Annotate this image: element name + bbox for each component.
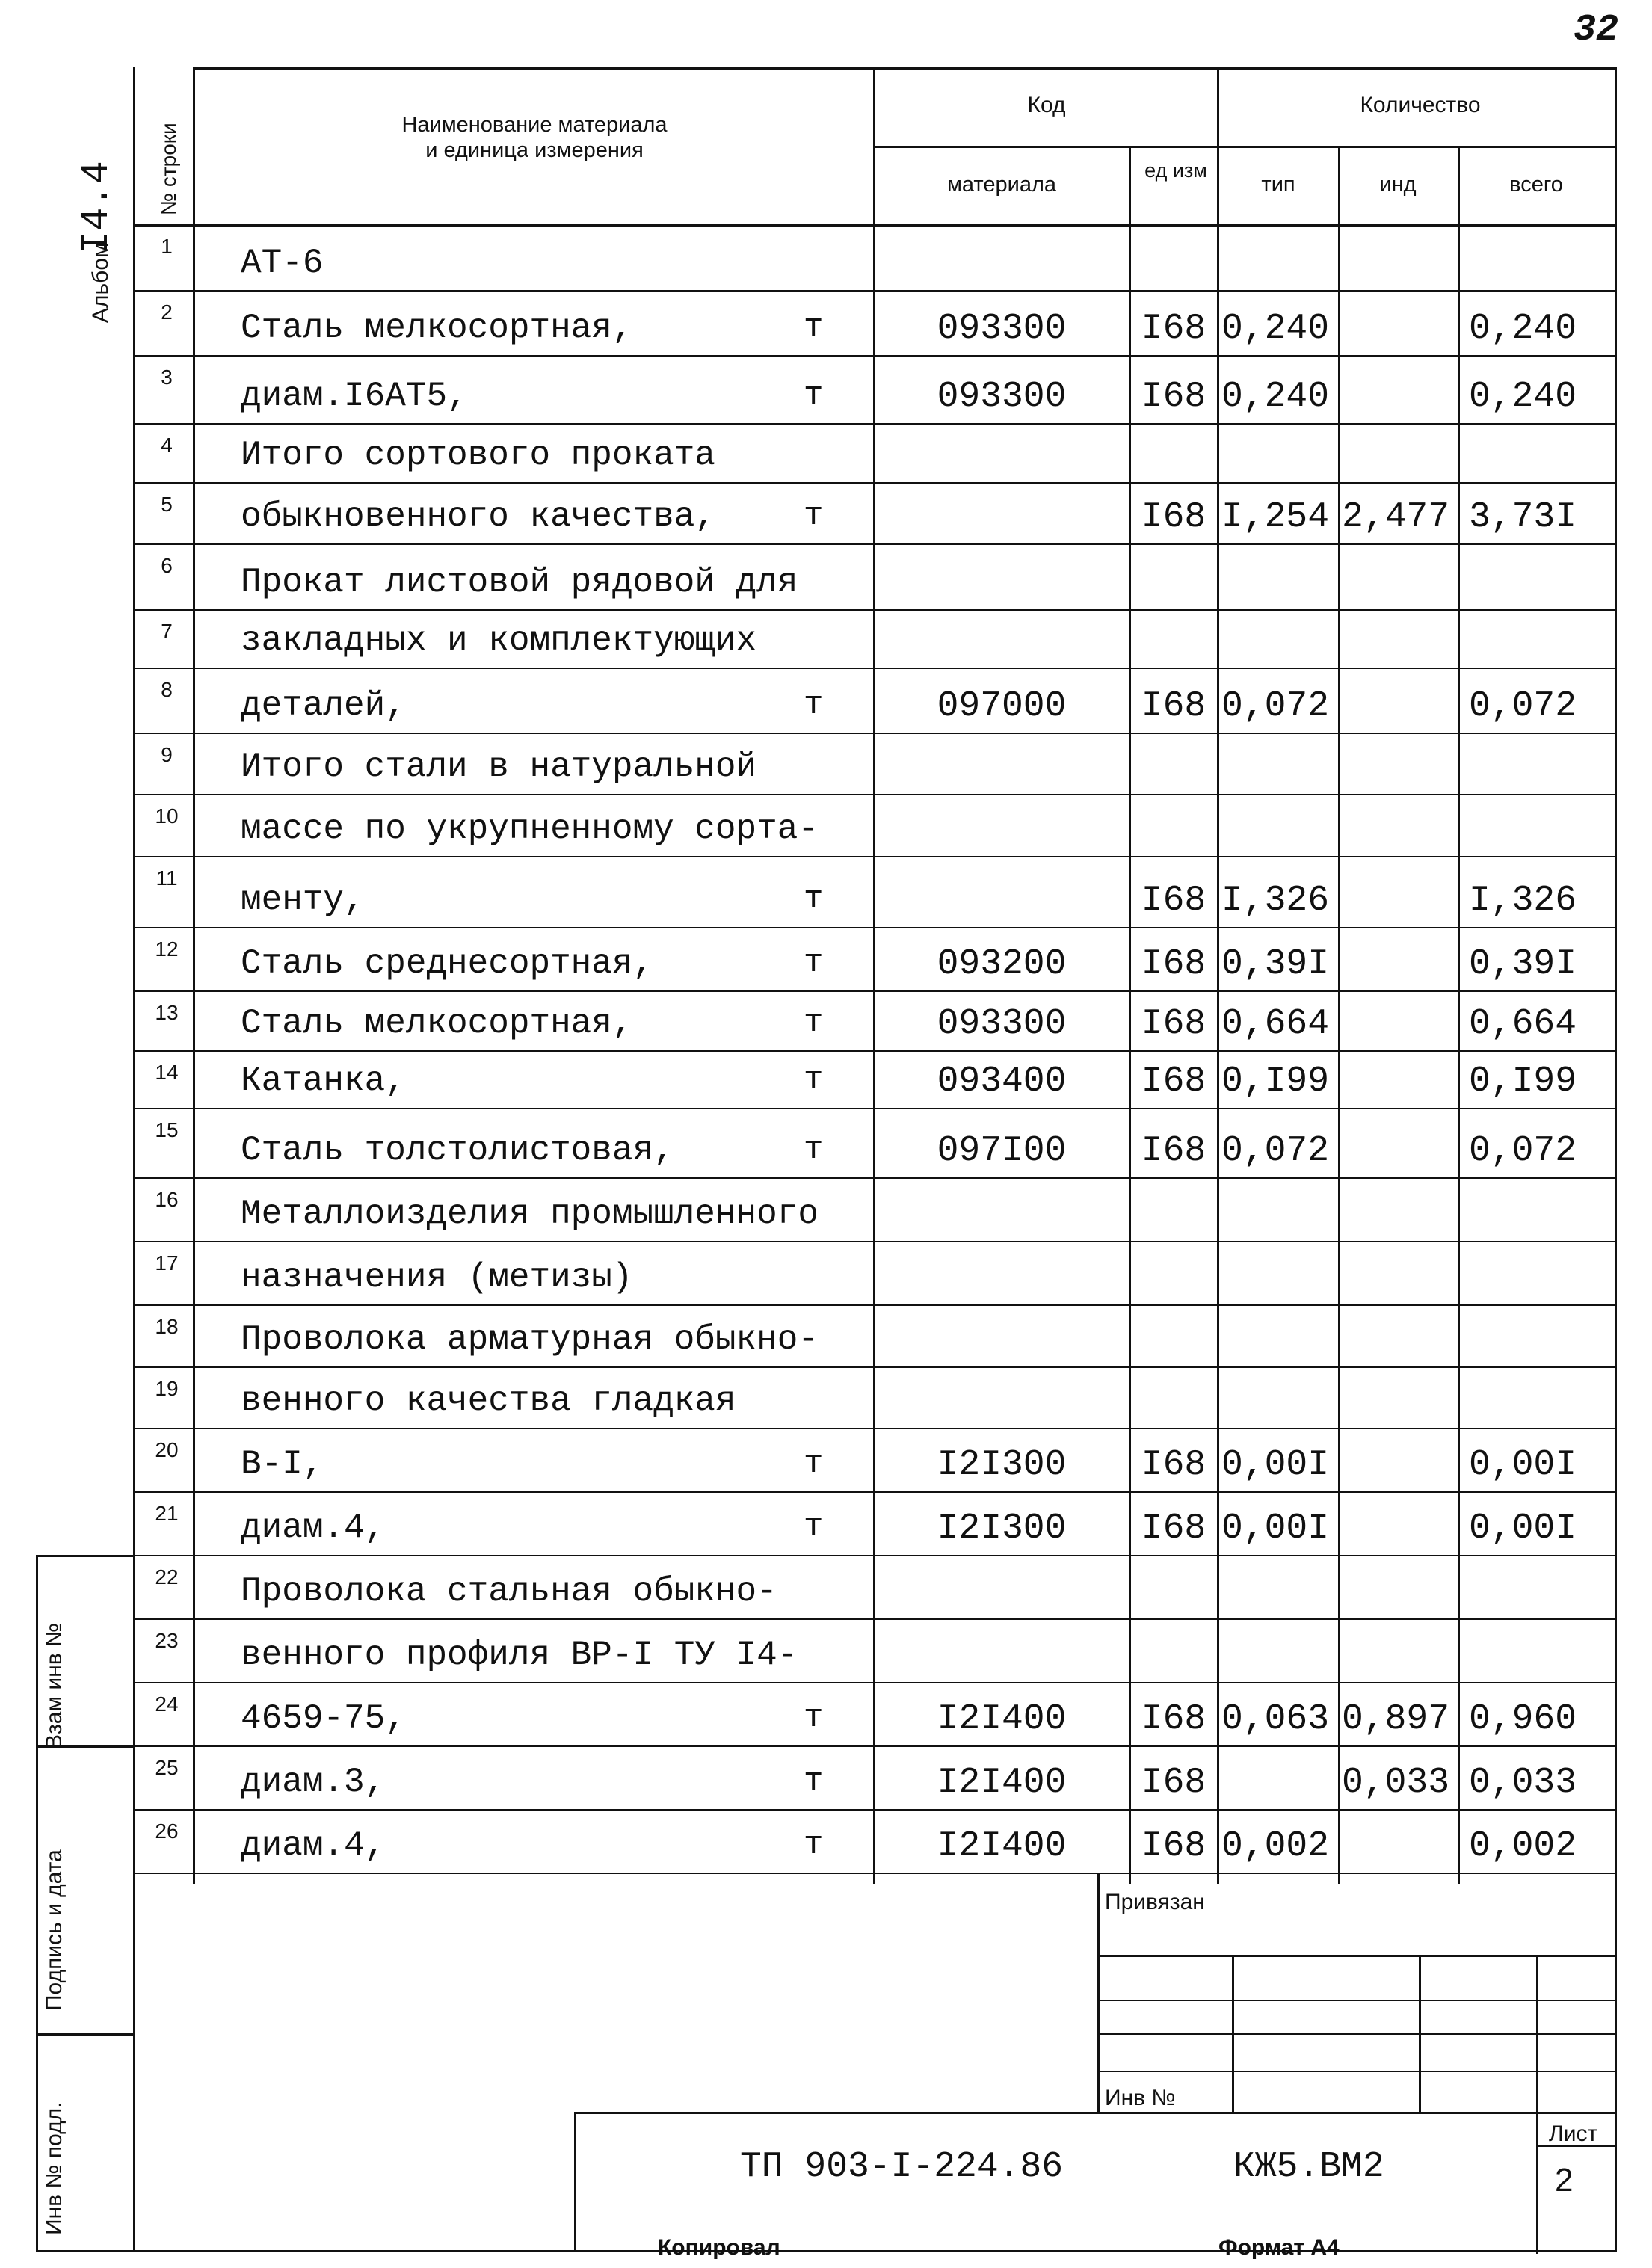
row-unit-code: I68 [1141, 1763, 1206, 1803]
row-line [133, 1618, 1617, 1620]
row-number: 18 [155, 1315, 179, 1338]
row-unit: т [804, 686, 824, 724]
row-unit-code: I68 [1141, 881, 1206, 921]
row-line [133, 733, 1617, 734]
row-name: обыкновенного качества, [241, 497, 715, 536]
row-unit: т [804, 377, 824, 414]
row-unit: т [804, 1445, 824, 1482]
row-unit: т [804, 881, 824, 918]
row-line [133, 1491, 1617, 1493]
row-name: деталей, [241, 686, 406, 725]
row-line [133, 856, 1617, 857]
side-label-vzam: Взам инв № [42, 1622, 67, 1749]
stamp-vline-2 [1419, 1955, 1421, 2112]
row-line [133, 1428, 1617, 1429]
row-unit: т [804, 1699, 824, 1737]
row-number: 22 [155, 1565, 179, 1588]
row-number: 12 [155, 937, 179, 961]
footer-copied: Копировал [658, 2235, 780, 2260]
row-code: 097000 [937, 686, 1067, 727]
row-unit: т [804, 1763, 824, 1800]
row-qty-total: 0,072 [1469, 686, 1577, 727]
row-number: 19 [155, 1377, 179, 1400]
row-qty-type: 0,240 [1221, 377, 1330, 417]
row-line [133, 1809, 1617, 1811]
row-unit-code: I68 [1141, 944, 1206, 984]
row-name: Прокат листовой рядовой для [241, 563, 798, 602]
stamp-line-1 [1097, 1955, 1617, 1957]
header-bottom [133, 224, 1617, 227]
frame-top [193, 67, 1617, 70]
stamp-vline-3 [1536, 1955, 1538, 2254]
stamp-attached: Привязан [1105, 1890, 1205, 1914]
stamp-doc-code: ТП 903-I-224.86 [740, 2147, 1064, 2187]
row-qty-total: 0,072 [1469, 1131, 1577, 1171]
row-line [133, 1873, 1617, 1874]
row-number: 24 [155, 1692, 179, 1716]
row-qty-type: 0,00I [1221, 1445, 1330, 1485]
row-unit-code: I68 [1141, 1061, 1206, 1102]
row-number: 14 [155, 1061, 179, 1084]
side-label-inv: Инв № подл. [42, 2101, 67, 2235]
row-unit: т [804, 1061, 824, 1099]
row-line [133, 1745, 1617, 1747]
header-q-ind: инд [1379, 173, 1417, 197]
row-name: диам.4, [241, 1826, 386, 1865]
row-qty-type: 0,063 [1221, 1699, 1330, 1739]
row-qty-total: 0,I99 [1469, 1061, 1577, 1102]
row-unit-code: I68 [1141, 1509, 1206, 1549]
row-number: 2 [161, 301, 173, 324]
row-line [133, 927, 1617, 928]
row-qty-total: 0,240 [1469, 377, 1577, 417]
row-number: 3 [161, 366, 173, 389]
row-qty-total: 3,73I [1469, 497, 1577, 537]
row-code: 093200 [937, 944, 1067, 984]
row-qty-ind: 0,033 [1342, 1763, 1450, 1803]
header-code-unit: ед изм [1144, 159, 1207, 182]
row-line [133, 1241, 1617, 1242]
strip-2 [36, 2033, 133, 2036]
row-name: менту, [241, 881, 365, 919]
row-unit: т [804, 1004, 824, 1041]
row-line [133, 355, 1617, 357]
row-number: 16 [155, 1188, 179, 1211]
row-name: массе по укрупненному сорта- [241, 810, 819, 848]
row-number: 1 [161, 235, 173, 258]
row-code: 097I00 [937, 1131, 1067, 1171]
row-name: Сталь толстолистовая, [241, 1131, 674, 1170]
row-name: диам.I6АТ5, [241, 377, 468, 416]
row-name: Металлоизделия промышленного [241, 1195, 819, 1233]
row-qty-total: I,326 [1469, 881, 1577, 921]
stamp-sheet-label: Лист [1549, 2121, 1598, 2146]
row-qty-total: 0,033 [1469, 1763, 1577, 1803]
row-number: 11 [155, 866, 178, 890]
row-code: 093400 [937, 1061, 1067, 1102]
row-code: I2I300 [937, 1509, 1067, 1549]
row-qty-total: 0,960 [1469, 1699, 1577, 1739]
row-number: 5 [161, 493, 173, 516]
row-name: Сталь мелкосортная, [241, 309, 633, 348]
row-code: I2I400 [937, 1826, 1067, 1867]
row-qty-total: 0,00I [1469, 1445, 1577, 1485]
col-ind-right [1458, 146, 1460, 1884]
side-label-sign: Подпись и дата [42, 1849, 67, 2011]
row-line [133, 1555, 1617, 1556]
row-number: 7 [161, 620, 173, 643]
row-unit: т [804, 1131, 824, 1168]
stamp-vline-1 [1232, 1955, 1234, 2112]
row-unit-code: I68 [1141, 1699, 1206, 1739]
row-number: 4 [161, 434, 173, 457]
row-qty-total: 0,664 [1469, 1004, 1577, 1044]
col-num-right [193, 67, 195, 1884]
row-code: 093300 [937, 1004, 1067, 1044]
album-number: I4.4 [75, 161, 119, 254]
row-name: Сталь мелкосортная, [241, 1004, 633, 1043]
row-code: I2I400 [937, 1763, 1067, 1803]
stamp-inv-no: Инв № [1105, 2086, 1176, 2110]
row-qty-type: 0,39I [1221, 944, 1330, 984]
frame-bottom [133, 2250, 1617, 2252]
row-number: 6 [161, 554, 173, 577]
row-qty-type: 0,002 [1221, 1826, 1330, 1867]
header-sub-line [873, 146, 1617, 148]
row-qty-total: 0,002 [1469, 1826, 1577, 1867]
header-q-type: тип [1261, 173, 1295, 197]
row-unit-code: I68 [1141, 1004, 1206, 1044]
row-number: 25 [155, 1756, 179, 1779]
row-unit-code: I68 [1141, 377, 1206, 417]
row-number: 8 [161, 678, 173, 701]
row-unit: т [804, 1826, 824, 1864]
row-line [133, 1304, 1617, 1306]
header-row-no: № строки [157, 123, 180, 215]
frame-right [1615, 67, 1617, 2250]
row-name: Проволока арматурная обыкно- [241, 1320, 819, 1359]
row-code: I2I300 [937, 1445, 1067, 1485]
row-code: 093300 [937, 377, 1067, 417]
row-number: 9 [161, 743, 173, 766]
stamp-left [1097, 1873, 1100, 2112]
header-q-total: всего [1509, 173, 1563, 197]
stamp-line-4 [1097, 2071, 1617, 2072]
row-number: 20 [155, 1438, 179, 1461]
row-qty-type: I,254 [1221, 497, 1330, 537]
row-name: Итого сортового проката [241, 436, 715, 475]
row-line [133, 543, 1617, 545]
row-unit-code: I68 [1141, 309, 1206, 349]
row-name: диам.4, [241, 1509, 386, 1547]
row-unit: т [804, 944, 824, 982]
footer-format: Формат А4 [1218, 2235, 1340, 2260]
row-line [133, 1177, 1617, 1179]
row-qty-total: 0,39I [1469, 944, 1577, 984]
row-line [133, 482, 1617, 484]
strip-top [36, 1555, 133, 1557]
row-line [133, 609, 1617, 611]
row-line [133, 423, 1617, 425]
row-qty-type: I,326 [1221, 881, 1330, 921]
row-qty-ind: 2,477 [1342, 497, 1450, 537]
row-qty-type: 0,664 [1221, 1004, 1330, 1044]
row-name: венного качества гладкая [241, 1381, 736, 1420]
row-name: Проволока стальная обыкно- [241, 1572, 777, 1611]
stamp-title-left [574, 2112, 576, 2250]
row-unit: т [804, 309, 824, 346]
header-code-material: материала [946, 173, 1057, 197]
stamp-line-2 [1097, 2000, 1617, 2001]
row-qty-type: 0,240 [1221, 309, 1330, 349]
row-name: АТ-6 [241, 244, 324, 283]
header-code: Код [1027, 93, 1066, 117]
row-name: венного профиля ВР-I ТУ I4- [241, 1636, 798, 1674]
row-line [133, 990, 1617, 992]
row-line [133, 668, 1617, 669]
strip-bottom [36, 2250, 133, 2252]
row-line [133, 794, 1617, 795]
row-line [133, 1682, 1617, 1683]
stamp-title-top [574, 2112, 1617, 2114]
row-name: диам.3, [241, 1763, 386, 1802]
album-label: Альбом [88, 242, 113, 323]
row-qty-type: 0,072 [1221, 1131, 1330, 1171]
row-number: 15 [155, 1118, 179, 1141]
row-line [133, 1108, 1617, 1109]
row-name: Сталь среднесортная, [241, 944, 654, 983]
header-name: Наименование материала и единица измерения [401, 113, 668, 162]
page-number: 32 [1574, 9, 1619, 52]
row-number: 10 [155, 804, 179, 828]
row-unit-code: I68 [1141, 1131, 1206, 1171]
row-unit: т [804, 1509, 824, 1546]
row-name: 4659-75, [241, 1699, 406, 1738]
row-name: В-I, [241, 1445, 324, 1484]
row-code: 093300 [937, 309, 1067, 349]
row-line [133, 1050, 1617, 1052]
row-qty-ind: 0,897 [1342, 1699, 1450, 1739]
row-name: Катанка, [241, 1061, 406, 1100]
row-number: 13 [155, 1001, 179, 1024]
row-code: I2I400 [937, 1699, 1067, 1739]
row-qty-type: 0,I99 [1221, 1061, 1330, 1102]
col-code-right [1217, 67, 1219, 1884]
row-qty-type: 0,00I [1221, 1509, 1330, 1549]
stamp-sheet-no: 2 [1555, 2162, 1574, 2198]
row-number: 23 [155, 1629, 179, 1652]
row-unit-code: I68 [1141, 497, 1206, 537]
row-name: закладных и комплектующих [241, 621, 757, 660]
stamp-doc-mark: КЖ5.ВМ2 [1233, 2147, 1384, 2187]
row-unit-code: I68 [1141, 1445, 1206, 1485]
row-name: назначения (метизы) [241, 1258, 633, 1297]
row-line [133, 1366, 1617, 1368]
strip-left [36, 1555, 38, 2250]
header-quantity: Количество [1360, 93, 1481, 117]
stamp-line-3 [1097, 2033, 1617, 2035]
row-number: 26 [155, 1819, 179, 1843]
row-qty-total: 0,240 [1469, 309, 1577, 349]
row-unit-code: I68 [1141, 1826, 1206, 1867]
row-number: 21 [155, 1502, 179, 1525]
row-unit-code: I68 [1141, 686, 1206, 727]
row-number: 17 [155, 1251, 179, 1275]
row-name: Итого стали в натуральной [241, 748, 757, 786]
row-unit: т [804, 497, 824, 534]
row-qty-total: 0,00I [1469, 1509, 1577, 1549]
frame-left [133, 67, 135, 2250]
row-line [133, 290, 1617, 292]
row-qty-type: 0,072 [1221, 686, 1330, 727]
